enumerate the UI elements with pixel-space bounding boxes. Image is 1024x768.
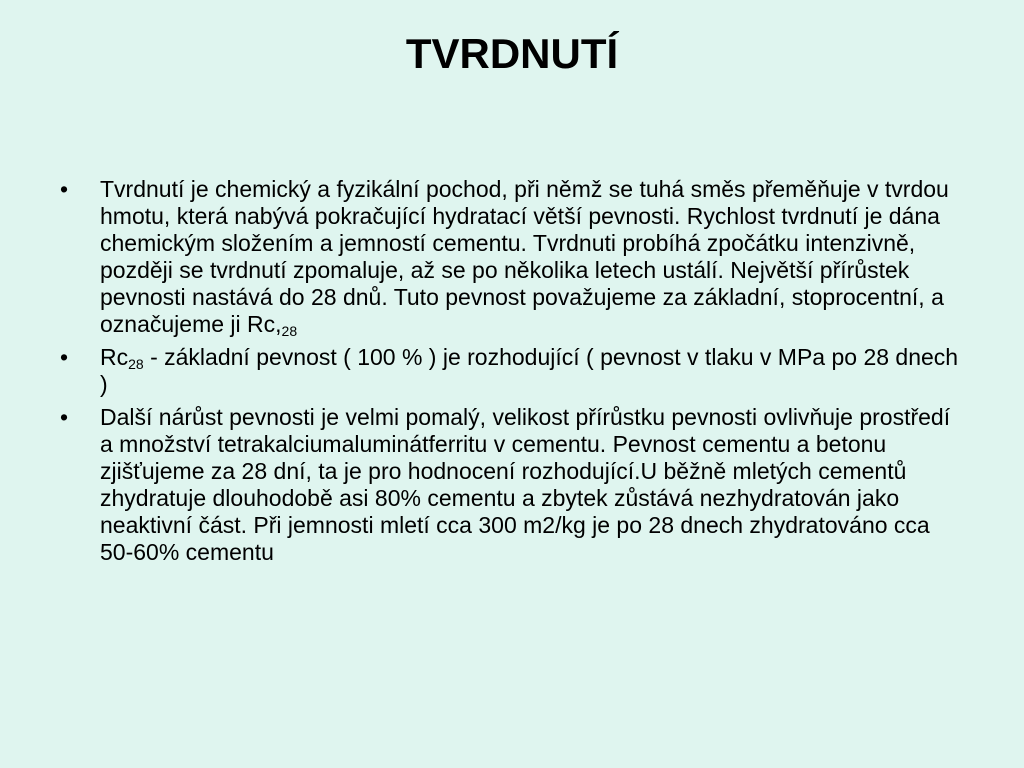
bullet-marker: •	[60, 404, 69, 430]
bullet-text: Tvrdnutí je chemický a fyzikální pochod, při němž se tuhá směs přeměňuje v tvrdou hmotu, která nabývá pokračující hydratací větší pevnosti. Rychlost tvrdnutí je dána chemickým složením a jemností cementu. Tvrdnuti probíhá zpočátku intenzivně, později se tvrdnutí zpomaluje, až se po několika letech ustálí. Největší přírůstek pevnosti nastává do 28 dnů. Tuto pevnost považujeme za základní, stoprocentní, a označujeme ji Rc,	[100, 176, 949, 337]
bullet-marker: •	[60, 176, 69, 202]
rc-symbol: Rc	[100, 344, 129, 370]
bullet-list	[60, 176, 960, 572]
bullet-item-hardening	[60, 176, 960, 338]
bullet-text: Další nárůst pevnosti je velmi pomalý, velikost přírůstku pevnosti ovlivňuje prostředí a množství tetrakalciumaluminátferritu v cementu. Pevnost cementu a betonu zjišťujeme za 28 dní, ta je pro hodnocení rozhodující.U běžně mletých cementů zhydratuje dlouhodobě asi 80% cementu a zbytek zůstává nezhydratován jako neaktivní část. Při jemnosti mletí cca 300 m2/kg je po 28 dnech zhydratováno cca 50-60% cementu	[100, 404, 951, 565]
bullet-item-further-growth	[60, 404, 960, 566]
bullet-item-rc28	[60, 344, 960, 398]
subscript-28: 28	[128, 356, 144, 372]
subscript-28: 28	[281, 323, 298, 339]
bullet-marker: •	[60, 344, 69, 370]
bullet-text: - základní pevnost ( 100 % ) je rozhodující ( pevnost v tlaku v MPa po 28 dnech )	[100, 344, 959, 397]
slide-title: TVRDNUTÍ	[405, 30, 619, 77]
